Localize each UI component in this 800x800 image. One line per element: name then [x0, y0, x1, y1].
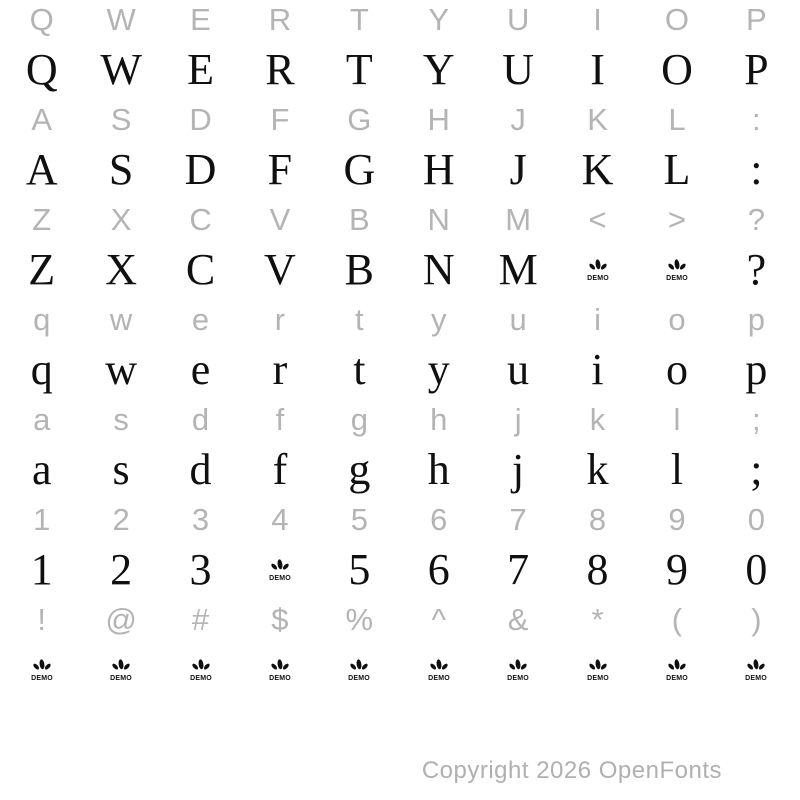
reference-char: 9 — [668, 502, 686, 537]
rendered-char-missing — [399, 640, 478, 700]
rendered-row — [2, 140, 796, 200]
rendered-char-missing — [320, 640, 399, 700]
rendered-char: T — [345, 45, 373, 94]
reference-char: d — [191, 402, 210, 437]
rendered-char: u — [507, 345, 530, 394]
rendered-char: C — [185, 245, 216, 294]
svg-text:DEMO: DEMO — [666, 275, 688, 281]
reference-char: E — [190, 2, 211, 37]
reference-char: $ — [271, 602, 289, 637]
reference-char: * — [591, 602, 604, 637]
fleuron-ornament-icon — [190, 658, 212, 681]
reference-char: C — [189, 202, 212, 237]
rendered-char-missing — [637, 640, 716, 700]
rendered-char: A — [25, 145, 58, 194]
specimen-row-symbols — [2, 600, 796, 700]
reference-char: 5 — [350, 502, 368, 537]
rendered-char: Z — [28, 245, 56, 294]
rendered-char: 1 — [30, 545, 53, 594]
rendered-char: t — [353, 345, 366, 394]
rendered-char: : — [750, 145, 763, 194]
rendered-char: k — [586, 445, 609, 494]
reference-char: 8 — [588, 502, 607, 537]
rendered-char-missing — [558, 640, 637, 700]
rendered-char: i — [591, 345, 604, 394]
rendered-char: 3 — [189, 545, 212, 594]
fleuron-ornament-icon — [110, 658, 132, 681]
reference-char: ? — [747, 202, 765, 237]
rendered-char: I — [590, 45, 605, 94]
rendered-char: R — [265, 45, 295, 94]
rendered-char: ? — [746, 245, 767, 294]
rendered-char: 5 — [348, 545, 371, 594]
fleuron-ornament-icon — [507, 658, 529, 681]
fleuron-ornament-icon — [269, 558, 291, 581]
reference-char: a — [33, 402, 51, 437]
reference-char: g — [350, 402, 368, 437]
rendered-row — [2, 440, 796, 500]
rendered-char: 0 — [745, 545, 768, 594]
reference-char: o — [668, 302, 686, 337]
reference-char: H — [427, 102, 450, 137]
rendered-char: L — [663, 145, 691, 194]
rendered-char: F — [267, 145, 293, 194]
rendered-char: a — [31, 445, 52, 494]
svg-text:DEMO: DEMO — [586, 675, 609, 681]
reference-char: Y — [428, 2, 450, 37]
svg-text:DEMO: DEMO — [269, 575, 291, 581]
fleuron-ornament-icon — [269, 658, 291, 681]
svg-text:DEMO: DEMO — [30, 675, 53, 681]
reference-char: e — [191, 302, 210, 337]
specimen-row-uppercase-bottom — [2, 200, 796, 300]
fleuron-ornament-icon — [666, 658, 688, 681]
rendered-char: E — [187, 45, 214, 94]
specimen-row-uppercase-top — [2, 0, 796, 100]
fleuron-ornament-icon — [666, 258, 688, 281]
svg-text:DEMO: DEMO — [507, 675, 530, 681]
rendered-char: B — [344, 245, 374, 294]
fleuron-ornament-icon — [428, 658, 450, 681]
reference-char: 0 — [747, 502, 765, 537]
svg-text:DEMO: DEMO — [189, 675, 212, 681]
rendered-char-missing — [161, 640, 240, 700]
reference-char: 4 — [271, 502, 289, 537]
rendered-char: r — [272, 345, 288, 394]
reference-char: & — [507, 602, 529, 637]
reference-char: # — [191, 602, 210, 637]
rendered-char: ; — [750, 445, 763, 494]
reference-char: Q — [29, 2, 54, 37]
specimen-row-lowercase-top — [2, 300, 796, 400]
rendered-char: q — [30, 345, 53, 394]
reference-char: ( — [671, 602, 683, 637]
reference-char: A — [31, 102, 53, 137]
rendered-char: K — [581, 145, 614, 194]
rendered-char: p — [745, 345, 768, 394]
reference-row — [2, 500, 796, 540]
reference-char: M — [505, 202, 532, 237]
reference-char: y — [430, 302, 447, 337]
rendered-char: W — [100, 45, 142, 94]
reference-char: N — [427, 202, 450, 237]
svg-text:DEMO: DEMO — [427, 675, 450, 681]
reference-char: T — [349, 2, 369, 37]
reference-char: k — [589, 402, 606, 437]
rendered-char: w — [105, 345, 137, 394]
reference-char: ! — [37, 602, 47, 637]
rendered-char-missing — [81, 640, 160, 700]
reference-char: G — [347, 102, 372, 137]
rendered-char-missing — [2, 640, 81, 700]
svg-text:DEMO: DEMO — [666, 675, 688, 681]
rendered-char: D — [184, 145, 217, 194]
reference-row — [2, 0, 796, 40]
rendered-row — [2, 40, 796, 100]
reference-char: ^ — [431, 602, 446, 637]
svg-text:DEMO: DEMO — [110, 675, 133, 681]
copyright-text: Copyright 2026 OpenFonts — [421, 757, 722, 784]
reference-char: B — [348, 202, 370, 237]
rendered-char: 2 — [110, 545, 133, 594]
rendered-row — [2, 340, 796, 400]
reference-char: @ — [105, 602, 137, 637]
rendered-char: M — [498, 245, 538, 294]
character-grid — [2, 0, 796, 700]
reference-char: 1 — [33, 502, 51, 537]
rendered-char: e — [190, 345, 211, 394]
reference-char: 2 — [112, 502, 130, 537]
rendered-char: V — [264, 245, 296, 294]
reference-char: J — [510, 102, 526, 137]
rendered-char-missing — [717, 640, 796, 700]
rendered-char: G — [343, 145, 376, 194]
reference-char: D — [189, 102, 212, 137]
specimen-row-uppercase-home — [2, 100, 796, 200]
rendered-char: U — [502, 45, 535, 94]
reference-char: ; — [752, 402, 761, 437]
specimen-row-lowercase-home — [2, 400, 796, 500]
reference-char: F — [270, 102, 290, 137]
rendered-char: 9 — [665, 545, 688, 594]
reference-char: i — [594, 302, 601, 337]
reference-char: V — [269, 202, 291, 237]
rendered-char: o — [665, 345, 688, 394]
rendered-char: N — [422, 245, 455, 294]
rendered-char: Y — [422, 45, 455, 94]
rendered-char-missing — [240, 640, 319, 700]
svg-text:DEMO: DEMO — [586, 275, 609, 281]
fleuron-ornament-icon — [587, 258, 609, 281]
reference-char: 3 — [191, 502, 210, 537]
rendered-char: 7 — [507, 545, 530, 594]
rendered-char: j — [512, 445, 525, 494]
reference-char: t — [355, 302, 364, 337]
reference-char: L — [668, 102, 686, 137]
reference-char: u — [509, 302, 527, 337]
rendered-char: h — [427, 445, 450, 494]
rendered-char: Q — [25, 45, 58, 94]
rendered-char-missing — [637, 240, 716, 300]
reference-char: w — [109, 302, 133, 337]
reference-char: j — [514, 402, 522, 437]
reference-row — [2, 600, 796, 640]
reference-char: Z — [32, 202, 52, 237]
rendered-char: S — [108, 145, 134, 194]
rendered-char: g — [348, 445, 371, 494]
reference-char: f — [275, 402, 285, 437]
reference-char: s — [113, 402, 129, 437]
reference-char: P — [746, 2, 767, 37]
specimen-row-digits — [2, 500, 796, 600]
reference-row — [2, 400, 796, 440]
reference-char: % — [345, 602, 374, 637]
rendered-char: f — [272, 445, 288, 494]
svg-text:DEMO: DEMO — [745, 675, 768, 681]
reference-char: l — [673, 402, 681, 437]
rendered-char: 6 — [427, 545, 450, 594]
reference-row — [2, 200, 796, 240]
rendered-char: X — [105, 245, 137, 294]
reference-char: R — [268, 2, 292, 37]
reference-char: r — [274, 302, 286, 337]
reference-char: > — [667, 202, 686, 237]
reference-char: p — [747, 302, 765, 337]
rendered-row — [2, 240, 796, 300]
fleuron-ornament-icon — [745, 658, 767, 681]
rendered-char: y — [427, 345, 450, 394]
reference-char: U — [506, 2, 530, 37]
fleuron-ornament-icon — [348, 658, 370, 681]
reference-char: I — [593, 2, 602, 37]
reference-char: 6 — [430, 502, 448, 537]
rendered-char-missing — [240, 540, 319, 600]
reference-char: K — [587, 102, 608, 137]
rendered-char: l — [670, 445, 684, 494]
rendered-row — [2, 640, 796, 700]
rendered-char: O — [661, 45, 693, 94]
reference-char: h — [430, 402, 448, 437]
reference-char: : — [752, 102, 761, 137]
rendered-char-missing — [558, 240, 637, 300]
reference-char: 7 — [509, 502, 527, 537]
reference-char: q — [33, 302, 51, 337]
rendered-char: H — [422, 145, 455, 194]
rendered-row — [2, 540, 796, 600]
reference-char: S — [110, 102, 132, 137]
reference-char: ) — [751, 602, 762, 637]
svg-text:DEMO: DEMO — [348, 675, 371, 681]
reference-char: W — [106, 2, 136, 37]
reference-char: < — [588, 202, 607, 237]
rendered-char: d — [189, 445, 212, 494]
reference-row — [2, 300, 796, 340]
fleuron-ornament-icon — [587, 658, 609, 681]
reference-char: O — [664, 2, 690, 37]
reference-row — [2, 100, 796, 140]
rendered-char: J — [509, 145, 527, 194]
reference-char: X — [110, 202, 132, 237]
rendered-char: 8 — [586, 545, 609, 594]
rendered-char: P — [744, 45, 769, 94]
rendered-char: s — [112, 445, 130, 494]
svg-text:DEMO: DEMO — [269, 675, 291, 681]
rendered-char-missing — [478, 640, 557, 700]
fleuron-ornament-icon — [31, 658, 53, 681]
